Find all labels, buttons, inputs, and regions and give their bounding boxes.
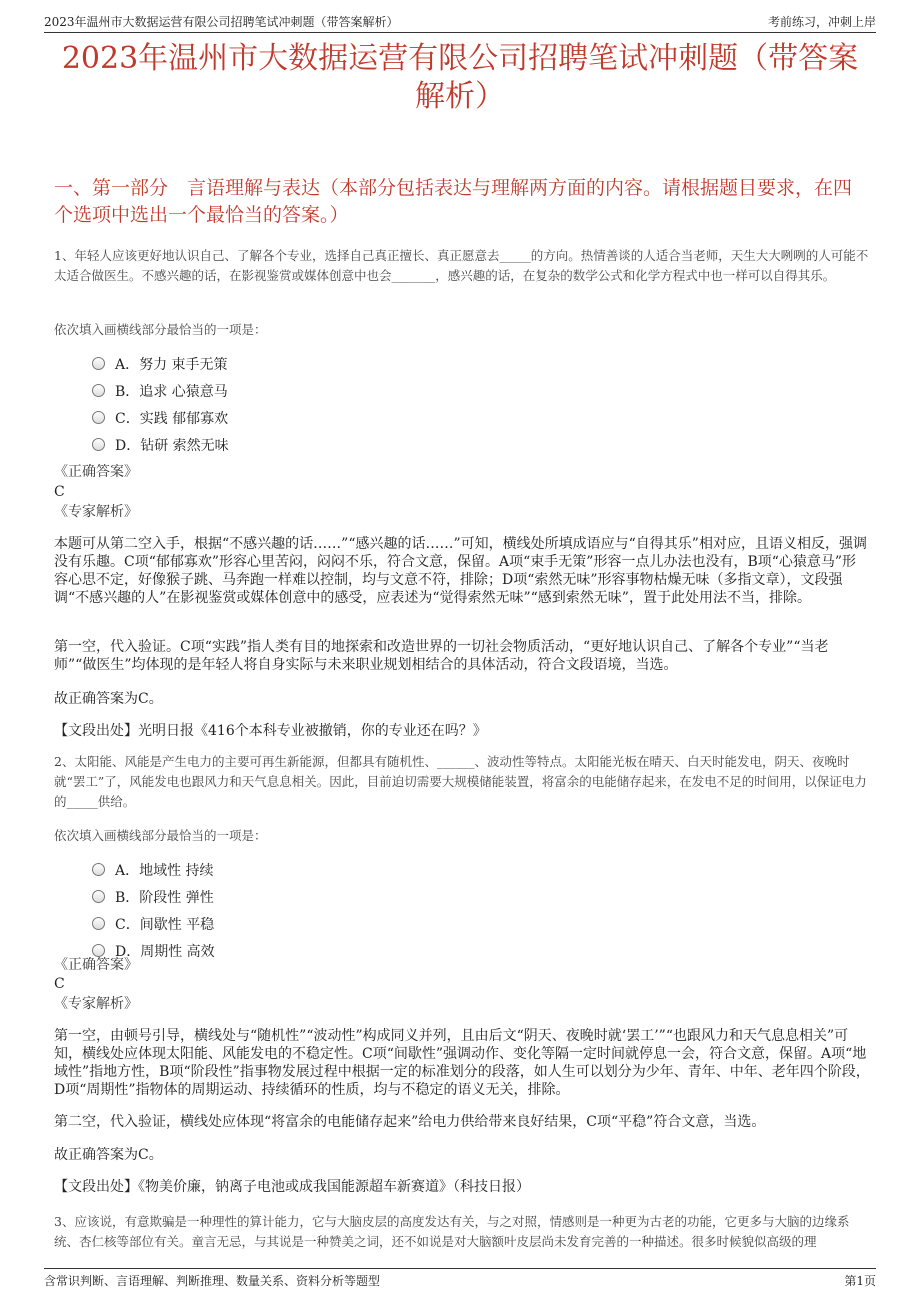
source-label: 【文段出处】 — [54, 723, 138, 739]
question-2-option-c[interactable] — [92, 910, 215, 937]
question-1-answer-label: 《正确答案》 — [54, 464, 138, 480]
question-2-answer: C — [54, 976, 65, 992]
footer-topics: 含常识判断、言语理解、判断推理、数量关系、资料分析等题型 — [44, 1273, 381, 1288]
radio-icon[interactable] — [92, 890, 105, 903]
question-2-conclusion — [54, 1146, 870, 1164]
question-2-analysis-para-2: 第二空，代入验证，横线处应体现“将富余的电能储存起来”给电力供给带来良好结果，C项“平稳”符合文意，当选。 — [54, 1114, 766, 1130]
question-2-analysis-label: 《专家解析》 — [54, 996, 138, 1012]
question-2-prompt: 依次填入画横线部分最恰当的一项是： — [54, 828, 267, 843]
question-1-analysis-label: 《专家解析》 — [54, 504, 138, 520]
radio-icon[interactable] — [92, 411, 105, 424]
question-2-analysis-2 — [54, 1113, 870, 1131]
option-label: D．钻研 索然无味 — [115, 437, 229, 454]
option-label: A．努力 束手无策 — [115, 356, 228, 373]
header-slogan: 考前练习，冲刺上岸 — [767, 14, 876, 29]
question-1-analysis — [54, 535, 870, 607]
radio-icon[interactable] — [92, 438, 105, 451]
question-2-answer-label: 《正确答案》 — [54, 957, 138, 973]
option-label: B．阶段性 弹性 — [115, 889, 214, 906]
source-label: 【文段出处】 — [54, 1179, 138, 1195]
question-1-analysis-para-3: 故正确答案为C。 — [54, 691, 163, 707]
question-1-option-d[interactable] — [92, 431, 229, 458]
question-3-stem: 3、应该说，有意欺骗是一种理性的算计能力，它与大脑皮层的高度发达有关，与之对照，情感则是一种更为古老的功能，它更多与大脑的边缘系统、杏仁核等部位有关。童言无忌，与其说是一种赞美之词，还不如说是对大脑额叶皮层尚未发育完善的一种描述。很多时候貌似高级的理 — [54, 1214, 850, 1249]
header-doc-title: 2023年温州市大数据运营有限公司招聘笔试冲刺题（带答案解析） — [44, 14, 399, 29]
question-2-analysis — [54, 1027, 870, 1099]
question-2-stem: 2、太阳能、风能是产生电力的主要可再生新能源，但都具有随机性、______、波动性等特点。太阳能光板在晴天、白天时能发电，阴天、夜晚时就“罢工”了，风能发电也跟风力和天气息息相关。因此，目前迫切需要大规模储能装置，将富余的电能储存起来，在发电不足的时间用，以保证电力的_____供给。 — [54, 754, 867, 809]
question-1-stem: 1、年轻人应该更好地认识自己、了解各个专业，选择自己真正擅长、真正愿意去_____的方向。热情善谈的人适合当老师，天生大大咧咧的人可能不太适合做医生。不感兴趣的话，在影视鉴赏或媒体创意中也会_______，感兴趣的话，在复杂的数学公式和化学方程式中也一样可以自得其乐。 — [54, 248, 869, 283]
question-1-analysis-para-2: 第一空，代入验证。C项“实践”指人类有目的地探索和改造世界的一切社会物质活动，“更好地认识自己、了解各个专业”“当老师”“做医生”均体现的是年轻人将自身实际与未来职业规划相结合的具体活动，符合文段语境，当选。 — [54, 639, 829, 673]
question-1-analysis-para-1: 本题可从第二空入手，根据“不感兴趣的话……”“感兴趣的话……”可知，横线处所填成语应与“自得其乐”相对应，且语义相反，强调没有乐趣。C项“郁郁寡欢”形容心里苦闷，闷闷不乐，符合文意，保留。A项“束手无策”形容一点儿办法也没有，B项“心猿意马”形容心思不定，好像猴子跳、马奔跑一样难以控制，均与文意不符，排除；D项“索然无味”形容事物枯燥无味（多指文章），文段强调“不感兴趣的人”在影视鉴赏或媒体创意中的感受，应表述为“觉得索然无味”“感到索然无味”，置于此处用法不当，排除。 — [54, 536, 867, 606]
radio-icon[interactable] — [92, 357, 105, 370]
question-1-prompt: 依次填入画横线部分最恰当的一项是： — [54, 322, 267, 337]
option-label: B．追求 心猿意马 — [115, 383, 228, 400]
source-text: 《物美价廉，钠离子电池或成我国能源超车新赛道》（科技日报） — [138, 1179, 530, 1195]
question-2-options — [92, 856, 215, 964]
page-title: 2023年温州市大数据运营有限公司招聘笔试冲刺题（带答案解析） — [61, 41, 859, 114]
page-footer — [44, 1268, 876, 1291]
question-1-conclusion — [54, 690, 870, 708]
option-label: A．地域性 持续 — [115, 862, 214, 879]
radio-icon[interactable] — [92, 384, 105, 397]
question-1-option-b[interactable] — [92, 377, 229, 404]
question-2-analysis-para-3: 故正确答案为C。 — [54, 1147, 163, 1163]
question-2-option-a[interactable] — [92, 856, 215, 883]
page-number: 第1页 — [844, 1273, 876, 1288]
question-1-answer: C — [54, 484, 65, 500]
question-1-options — [92, 350, 229, 458]
radio-icon[interactable] — [92, 863, 105, 876]
question-1-source — [54, 722, 870, 740]
question-1-analysis-2 — [54, 638, 870, 674]
option-label: C．实践 郁郁寡欢 — [115, 410, 229, 427]
page-header — [44, 10, 876, 33]
source-text: 光明日报《416个本科专业被撤销，你的专业还在吗？》 — [138, 723, 487, 739]
question-1-option-a[interactable] — [92, 350, 229, 377]
question-2-analysis-para-1: 第一空，由顿号引导，横线处与“随机性”“波动性”构成同义并列，且由后文“阴天、夜晚时就‘罢工’”“也跟风力和天气息息相关”可知，横线处应体现太阳能、风能发电的不稳定性。C项“间歇性”强调动作、变化等隔一定时间就停息一会，符合文意，保留。A项“地域性”指地方性，B项“阶段性”指事物发展过程中根据一定的标准划分的段落，如人生可以划分为少年、青年、中年、老年四个阶段，D项“周期性”指物体的周期运动、持续循环的性质，均与不稳定的语义无关，排除。 — [54, 1028, 870, 1098]
option-label: C．间歇性 平稳 — [115, 916, 215, 933]
question-1-option-c[interactable] — [92, 404, 229, 431]
radio-icon[interactable] — [92, 917, 105, 930]
option-label: D．周期性 高效 — [115, 943, 215, 960]
section-heading: 一、第一部分 言语理解与表达（本部分包括表达与理解两方面的内容。请根据题目要求，在四个选项中选出一个最恰当的答案。） — [54, 177, 853, 226]
question-2-source — [54, 1178, 870, 1196]
question-2-option-b[interactable] — [92, 883, 215, 910]
